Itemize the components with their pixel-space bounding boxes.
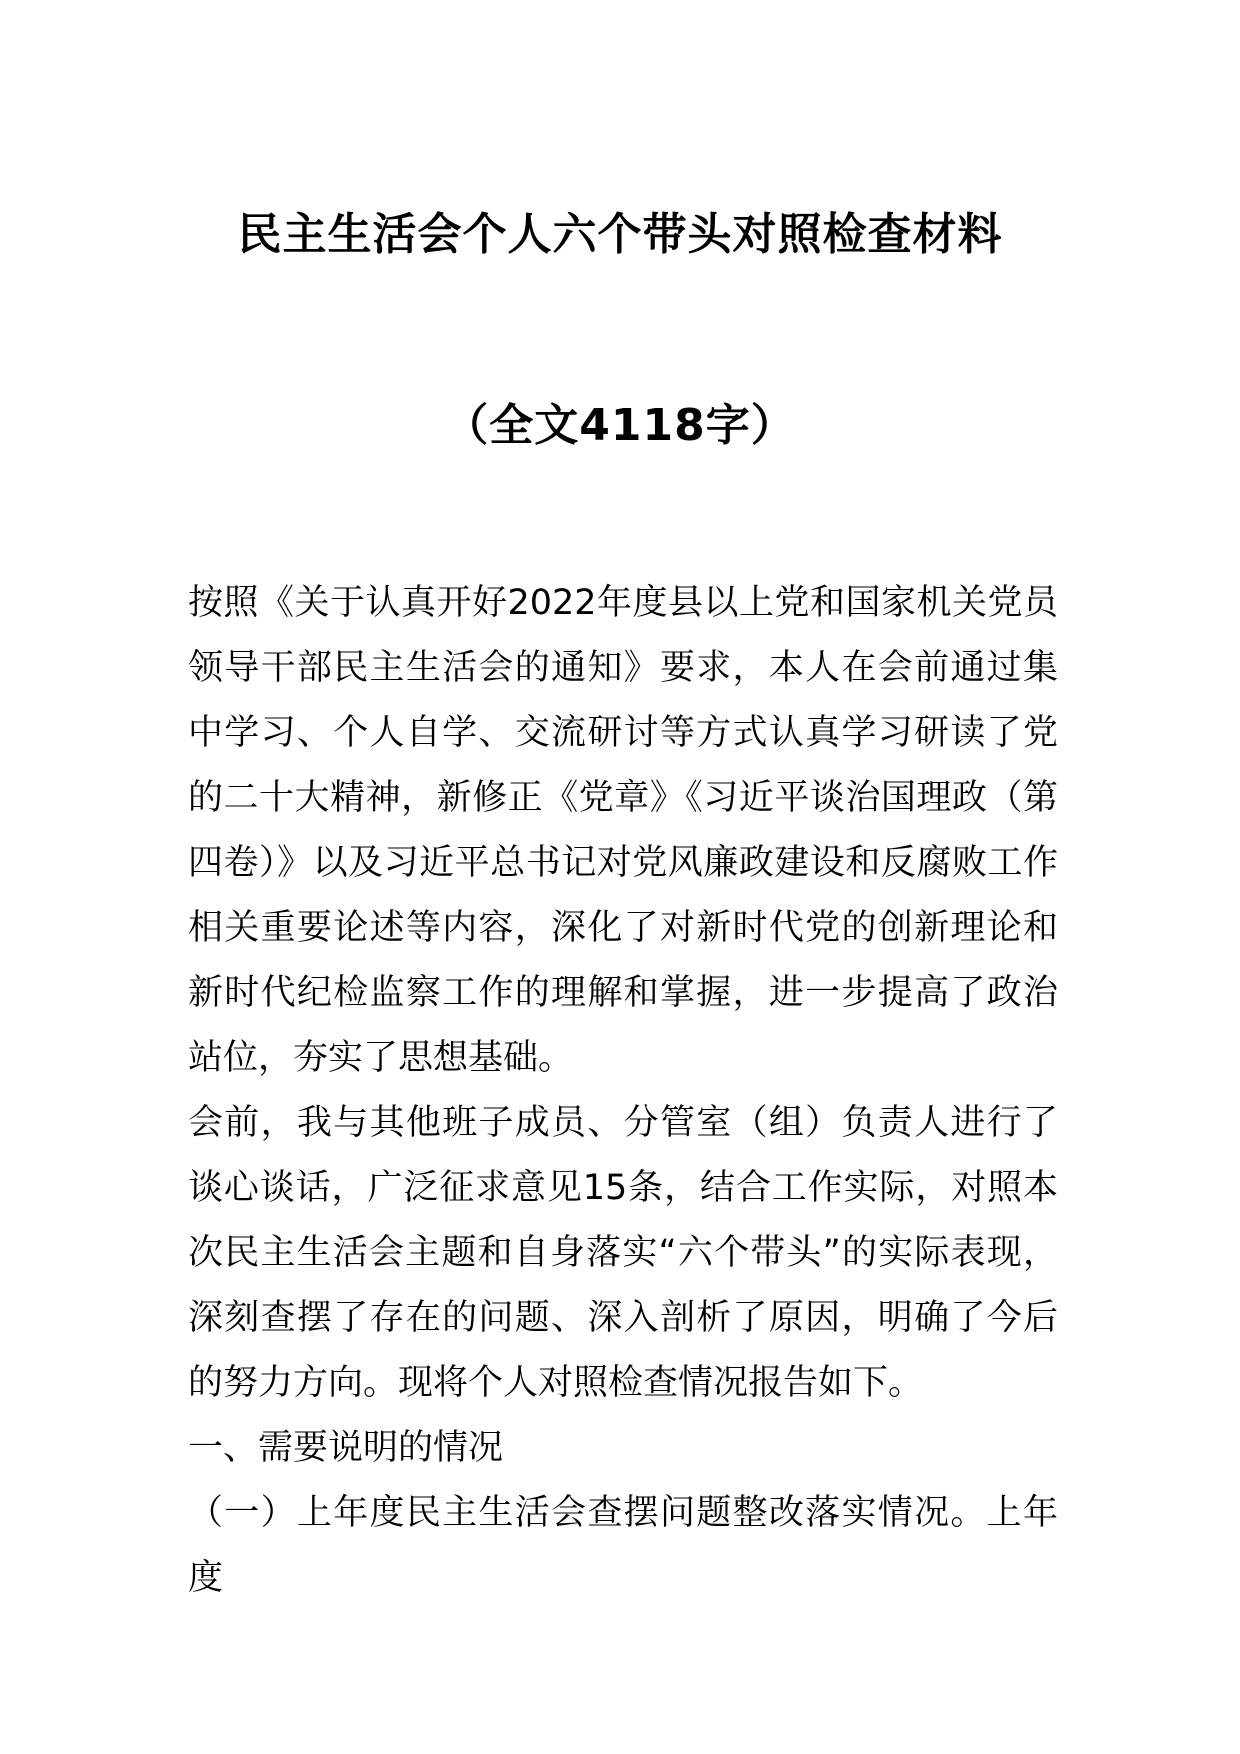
document-subtitle: （全文4118字） xyxy=(444,400,796,451)
paragraph-intro: 按照《关于认真开好2022年度县以上党和国家机关党员领导干部民主生活会的通知》要求，本人在会前通过集中学习、个人自学、交流研讨等方式认真学习研读了党的二十大精神，新修正《党章》《习近平谈治国理政（第四卷）》以及习近平总书记对党风廉政建设和反腐败工作相关重要论述等内容，深化了对新时代党的创新理论和新时代纪检监察工作的理解和掌握，进一步提高了政治站位，夯实了思想基础。 xyxy=(188,583,1058,1078)
section-heading: 一、需要说明的情况 xyxy=(188,1428,504,1468)
document-body xyxy=(188,571,1058,1611)
paragraph-pre-meeting: 会前，我与其他班子成员、分管室（组）负责人进行了谈心谈话，广泛征求意见15条，结合工作实际，对照本次民主生活会主题和自身落实“六个带头”的实际表现，深刻查摆了存在的问题、深入剖析了原因，明确了今后的努力方向。现将个人对照检查情况报告如下。 xyxy=(188,1103,1058,1403)
subsection-heading: （一）上年度民主生活会查摆问题整改落实情况。上年度 xyxy=(188,1493,1058,1598)
document-title: 民主生活会个人六个带头对照检查材料 xyxy=(237,209,1003,260)
